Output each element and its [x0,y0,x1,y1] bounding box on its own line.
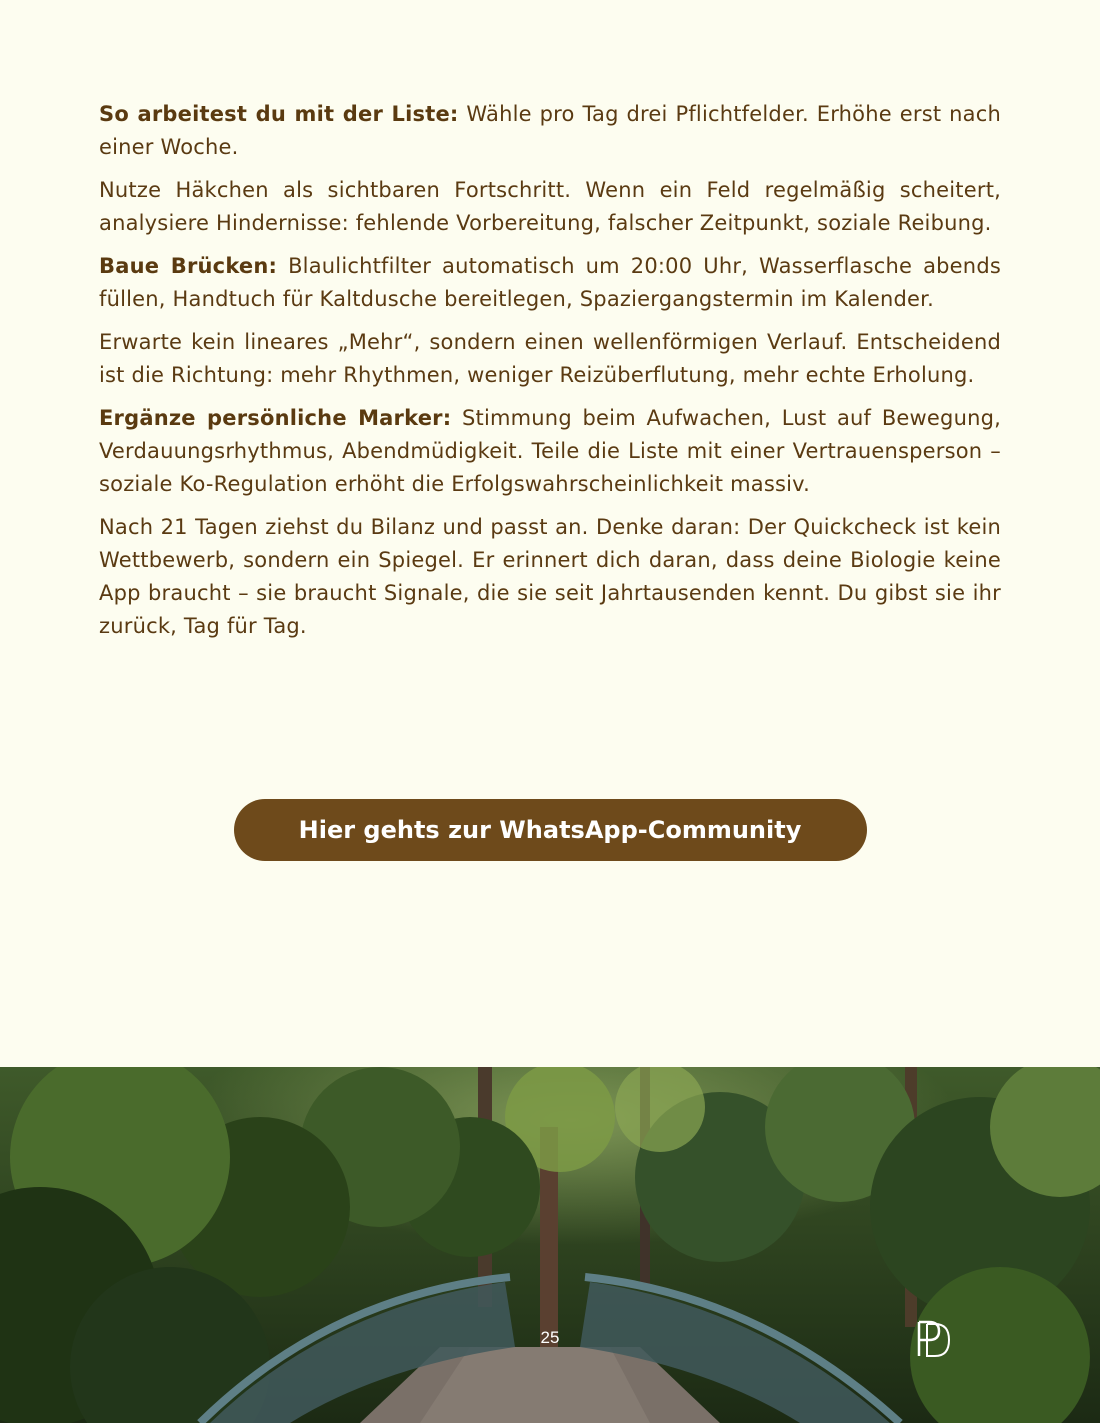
paragraph-expectation [99,326,1001,392]
paragraph-lead: Ergänze persönliche Marker: [99,406,452,430]
page-number: 25 [540,1328,560,1347]
paragraph-conclusion [99,511,1001,643]
paragraph-lead: So arbeitest du mit der Liste: [99,102,459,126]
paragraph-text: Stimmung beim Aufwachen, Lust auf Bewegung, Verdauungsrhythmus, Abendmüdigkeit. Teile die Liste mit einer Vertrauensperson – soziale Ko-Regulation erhöht die Erfolgswahrscheinlichkeit massiv. [99,406,1002,496]
paragraph-text: Nach 21 Tagen ziehst du Bilanz und passt an. Denke daran: Der Quickcheck ist kein Wettbewerb, sondern ein Spiegel. Er erinnert dich daran, dass deine Biologie keine App braucht – sie braucht Signale, die sie seit Jahrtausenden kennt. Du gibst sie ihr zurück, Tag für Tag. [99,515,1001,638]
paragraph-text: Erwarte kein lineares „Mehr“, sondern einen wellenförmigen Verlauf. Entscheidend ist die Richtung: mehr Rhythmen, weniger Reizüberflutung, mehr echte Erholung. [99,330,1001,387]
cta-container [0,799,1100,861]
whatsapp-community-button[interactable]: Hier gehts zur WhatsApp-Community [234,799,867,861]
paragraph-text: Blaulichtfilter automatisch um 20:00 Uhr, Wasserflasche abends füllen, Handtuch für Kaltdusche bereitlegen, Spaziergangstermin im Kalender. [99,254,1001,311]
pd-logo-icon [913,1318,955,1360]
body-text [99,98,1001,653]
forest-bridge-illustration [0,1067,1100,1423]
paragraph-bridges [99,250,1001,316]
paragraph-markers [99,402,1001,501]
paragraph-text: Wähle pro Tag drei Pflichtfelder. Erhöhe erst nach einer Woche. [99,102,1002,159]
forest-bridge-photo [0,1067,1100,1423]
paragraph-list-usage [99,98,1001,164]
paragraph-lead: Baue Brücken: [99,254,278,278]
paragraph-text: Nutze Häkchen als sichtbaren Fortschritt. Wenn ein Feld regelmäßig scheitert, analysiere Hindernisse: fehlende Vorbereitung, falscher Zeitpunkt, soziale Reibung. [99,178,1001,235]
paragraph-progress [99,174,1001,240]
